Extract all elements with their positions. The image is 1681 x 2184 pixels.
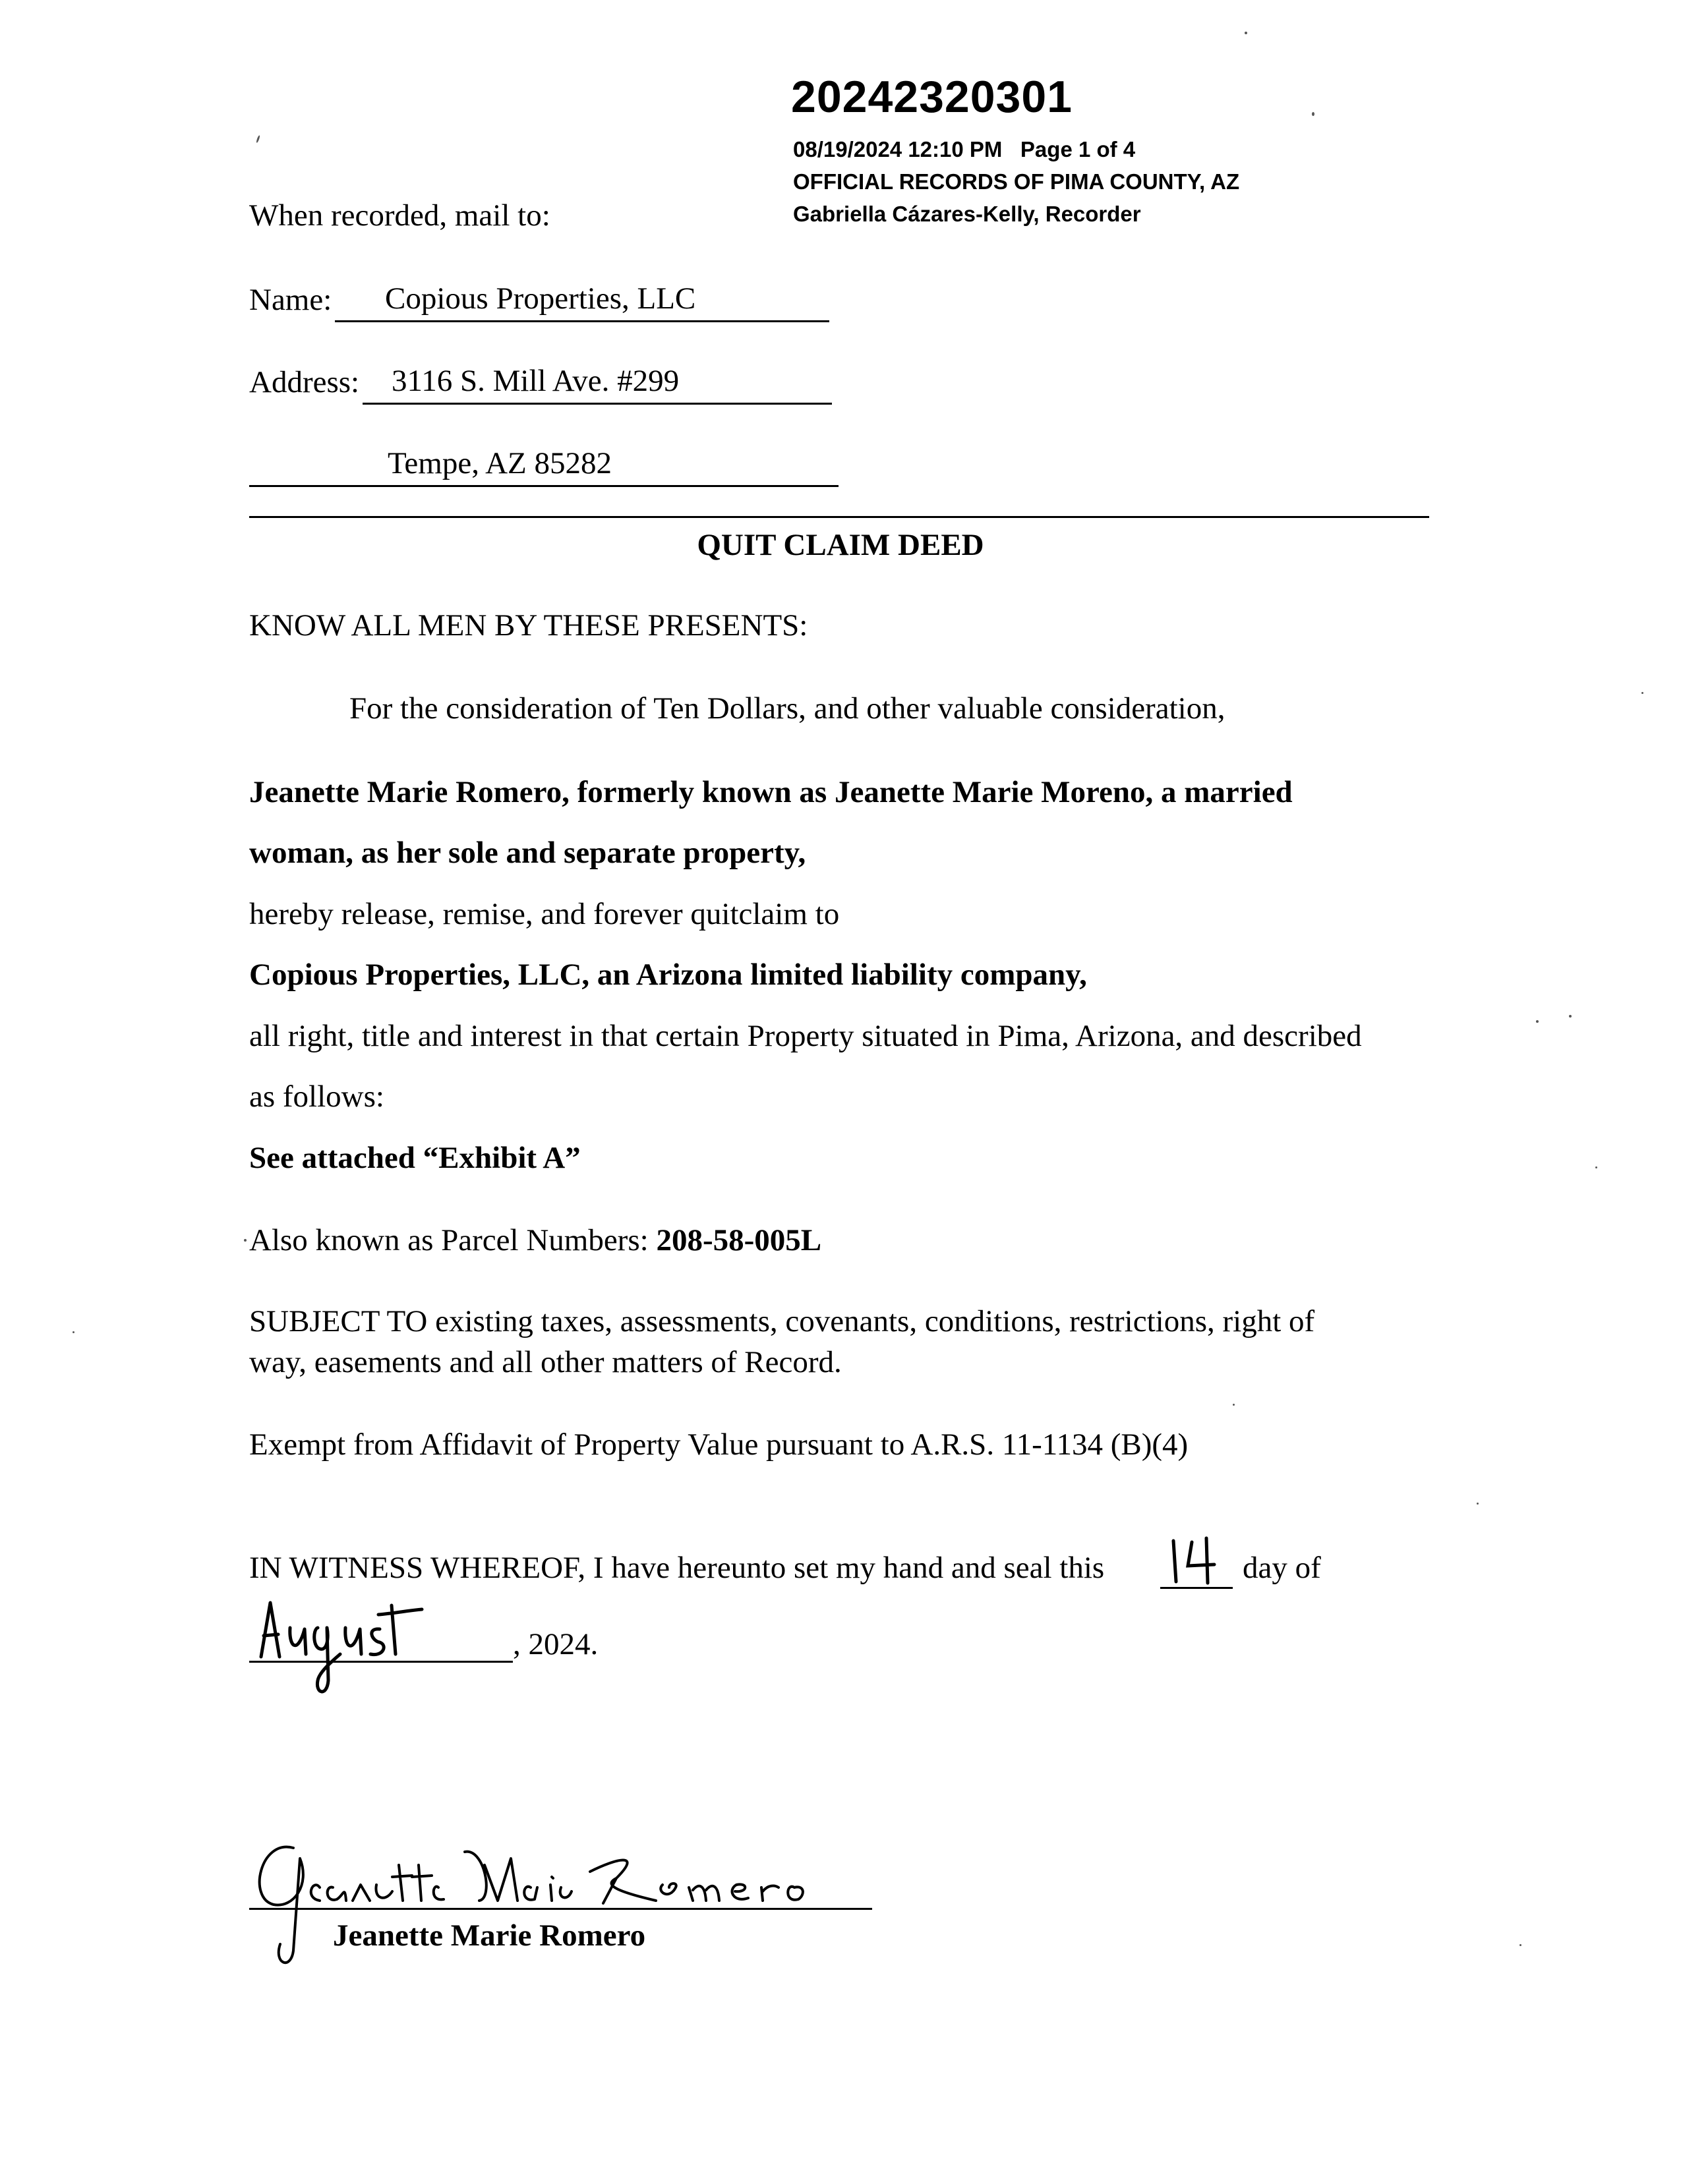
recording-page: Page 1 of 4 bbox=[1020, 137, 1136, 161]
recording-office: OFFICIAL RECORDS OF PIMA COUNTY, AZ bbox=[793, 169, 1240, 194]
release-line: hereby release, remise, and forever quitclaim to bbox=[249, 897, 840, 931]
witness-day-handwriting bbox=[1160, 1529, 1233, 1587]
exhibit-line: See attached “Exhibit A” bbox=[249, 1141, 581, 1175]
witness-year: , 2024. bbox=[513, 1627, 599, 1661]
witness-day-suffix: day of bbox=[1243, 1551, 1321, 1585]
grantee-line: Copious Properties, LLC, an Arizona limited liability company, bbox=[249, 958, 1087, 992]
subject-line-1: SUBJECT TO existing taxes, assessments, covenants, conditions, restrictions, right of bbox=[249, 1304, 1315, 1338]
name-label: Name: bbox=[249, 283, 332, 317]
grantor-line-1: Jeanette Marie Romero, formerly known as Jeanette Marie Moreno, a married bbox=[249, 775, 1293, 809]
recording-recorder: Gabriella Cázares-Kelly, Recorder bbox=[793, 202, 1141, 226]
know-all-line: KNOW ALL MEN BY THESE PRESENTS: bbox=[249, 608, 808, 643]
subject-line-2: way, easements and all other matters of Record. bbox=[249, 1345, 842, 1379]
interest-line-1: all right, title and interest in that certain Property situated in Pima, Arizona, and described bbox=[249, 1019, 1362, 1053]
signature-line bbox=[249, 1908, 872, 1910]
exempt-line: Exempt from Affidavit of Property Value pursuant to A.R.S. 11-1134 (B)(4) bbox=[249, 1427, 1189, 1462]
consideration-line: For the consideration of Ten Dollars, and other valuable consideration, bbox=[349, 691, 1225, 726]
recording-datetime: 08/19/2024 12:10 PM bbox=[793, 137, 1003, 161]
witness-month-field bbox=[249, 1588, 513, 1663]
parcel-label: Also known as Parcel Numbers: bbox=[249, 1223, 657, 1257]
signer-name: Jeanette Marie Romero bbox=[333, 1918, 646, 1953]
parcel-line bbox=[249, 1222, 821, 1258]
recording-number: 20242320301 bbox=[791, 72, 1073, 122]
parcel-number: 208-58-005L bbox=[656, 1223, 822, 1257]
address-label: Address: bbox=[249, 365, 360, 399]
deed-title: QUIT CLAIM DEED bbox=[697, 528, 984, 562]
recording-datetime-page bbox=[793, 137, 1135, 162]
witness-month-handwriting bbox=[249, 1588, 513, 1720]
interest-line-2: as follows: bbox=[249, 1079, 384, 1114]
horizontal-rule bbox=[249, 516, 1429, 518]
name-value: Copious Properties, LLC bbox=[385, 281, 696, 316]
name-field bbox=[335, 282, 829, 322]
address-line1: 3116 S. Mill Ave. #299 bbox=[392, 364, 680, 398]
address-line2: Tempe, AZ 85282 bbox=[388, 446, 612, 480]
address-line2-field bbox=[249, 447, 839, 487]
witness-day-field bbox=[1160, 1529, 1233, 1589]
witness-text: IN WITNESS WHEREOF, I have hereunto set my hand and seal this bbox=[249, 1551, 1105, 1585]
grantor-line-2: woman, as her sole and separate property, bbox=[249, 836, 806, 870]
mail-to-heading: When recorded, mail to: bbox=[249, 198, 550, 233]
address-line1-field bbox=[363, 364, 832, 405]
